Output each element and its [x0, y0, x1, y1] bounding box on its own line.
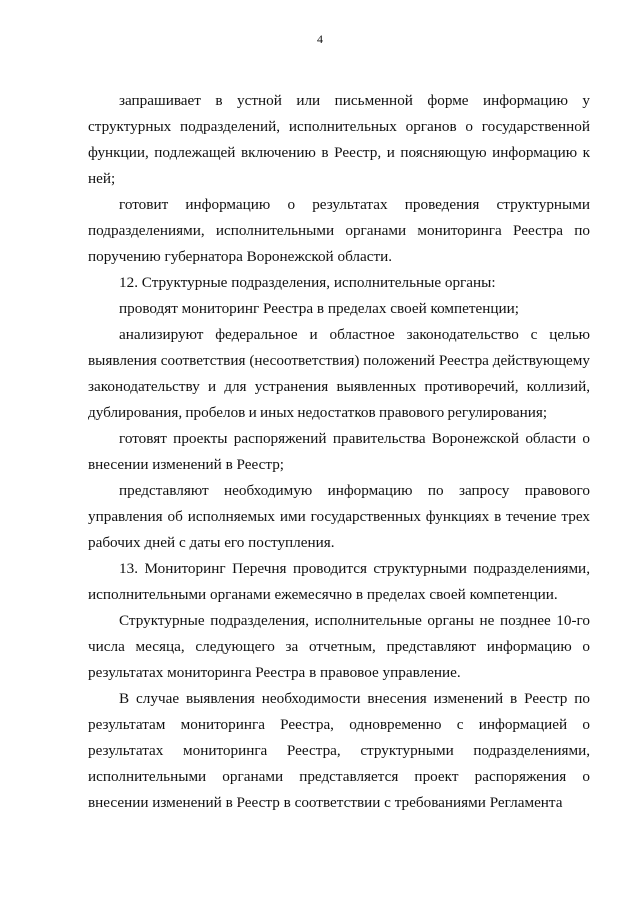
paragraph-prepare-draft-orders: готовят проекты распоряжений правительства Воронежской области о внесении изменений в Реестр; [88, 430, 590, 473]
paragraph-section-12-heading: 12. Структурные подразделения, исполнительные органы: [119, 274, 496, 291]
paragraph-analyze-legislation: анализируют федеральное и областное законодательство с целью выявления соответствия (несоответствия) положений Реестра действующему законодательству и для устранения выявленных противоречий, коллизий, дублирования, пробелов и иных недостатков правового регулирования; [88, 326, 590, 421]
document-body [88, 88, 590, 816]
paragraph-reporting-deadline: Структурные подразделения, исполнительные органы не позднее 10-го числа месяца, следующего за отчетным, представляют информацию о результатах мониторинга Реестра в правовое управление. [88, 612, 590, 681]
paragraph-conduct-monitoring: проводят мониторинг Реестра в пределах своей компетенции; [119, 300, 520, 317]
paragraph-request-information: запрашивает в устной или письменной форме информацию у структурных подразделений, исполнительных органов о государственной функции, подлежащей включению в Реестр, и поясняющую информацию к ней; [88, 92, 590, 187]
paragraph-provide-information: представляют необходимую информацию по запросу правового управления об исполняемых ими государственных функциях в течение трех рабочих дней с даты его поступления. [88, 482, 590, 551]
page-number: 4 [317, 32, 323, 46]
paragraph-section-13-monitoring: 13. Мониторинг Перечня проводится структурными подразделениями, исполнительными органами ежемесячно в пределах своей компетенции. [88, 560, 590, 603]
paragraph-prepare-monitoring-information: готовит информацию о результатах проведения структурными подразделениями, исполнительными органами мониторинга Реестра по поручению губернатора Воронежской области. [88, 196, 590, 265]
paragraph-change-requirements: В случае выявления необходимости внесения изменений в Реестр по результатам мониторинга Реестра, одновременно с информацией о результатах мониторинга Реестра, структурными подразделениями, исполнительными органами представляется проект распоряжения о внесении изменений в Реестр в соответствии с требованиями Регламента [88, 690, 590, 811]
